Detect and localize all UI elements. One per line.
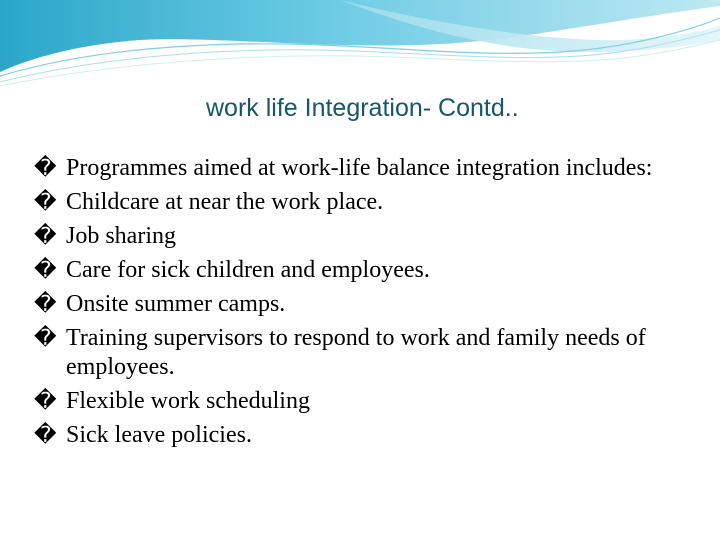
bullet-glyph-icon: � bbox=[34, 292, 57, 317]
bullet-list bbox=[34, 154, 684, 455]
bullet-glyph-icon: � bbox=[34, 258, 57, 283]
header-wave-decoration bbox=[0, 0, 720, 90]
bullet-text: Training supervisors to respond to work and family needs of employees. bbox=[66, 325, 646, 380]
bullet-item bbox=[34, 222, 684, 251]
bullet-item bbox=[34, 188, 684, 217]
bullet-item bbox=[34, 421, 684, 450]
bullet-item bbox=[34, 154, 684, 183]
bullet-glyph-icon: � bbox=[34, 224, 57, 249]
bullet-glyph-icon: � bbox=[34, 423, 57, 448]
bullet-text: Onsite summer camps. bbox=[66, 291, 286, 317]
bullet-item bbox=[34, 387, 684, 416]
wave-fill bbox=[0, 0, 720, 72]
bullet-text: Job sharing bbox=[66, 223, 176, 249]
bullet-glyph-icon: � bbox=[34, 389, 57, 414]
slide-title: work life Integration- Contd.. bbox=[206, 94, 519, 122]
bullet-text: Flexible work scheduling bbox=[66, 388, 310, 414]
bullet-item bbox=[34, 324, 684, 382]
bullet-text: Programmes aimed at work-life balance integration includes: bbox=[66, 155, 653, 181]
bullet-item bbox=[34, 256, 684, 285]
bullet-glyph-icon: � bbox=[34, 156, 57, 181]
bullet-glyph-icon: � bbox=[34, 190, 57, 215]
bullet-text: Sick leave policies. bbox=[66, 422, 252, 448]
bullet-text: Childcare at near the work place. bbox=[66, 189, 384, 215]
bullet-text: Care for sick children and employees. bbox=[66, 257, 430, 283]
bullet-glyph-icon: � bbox=[34, 326, 57, 351]
bullet-item bbox=[34, 290, 684, 319]
